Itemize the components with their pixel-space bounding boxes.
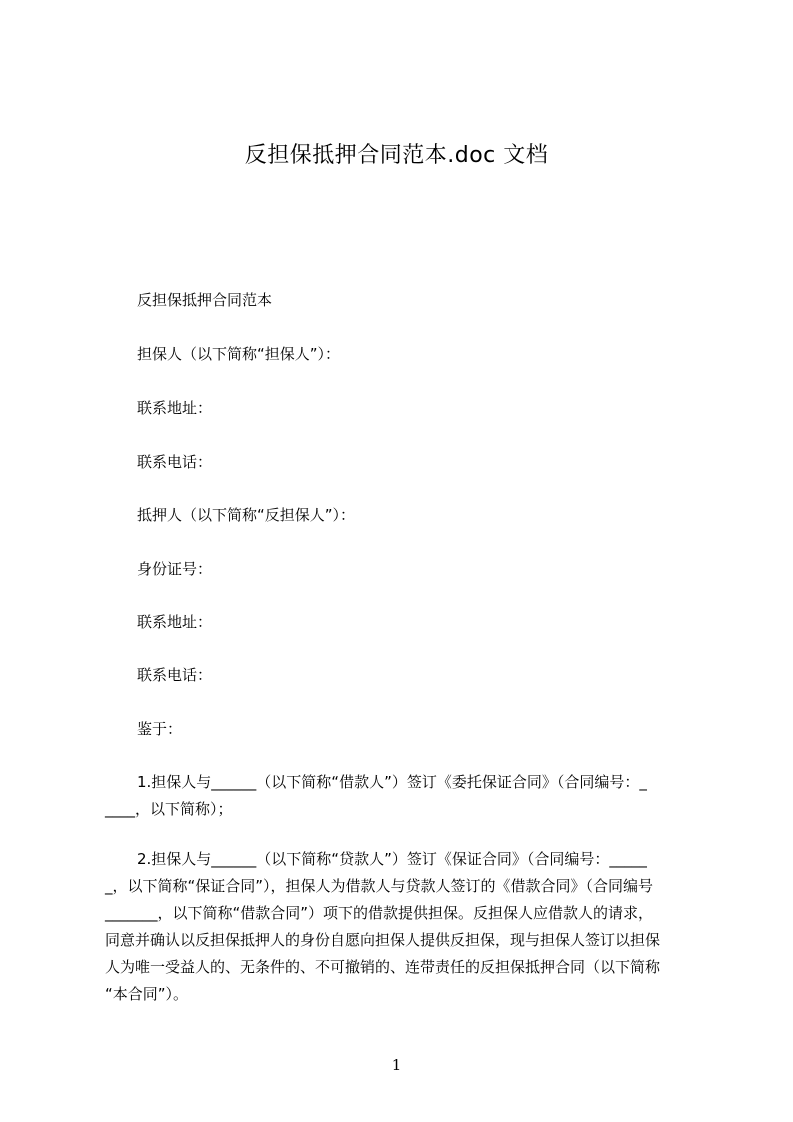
clause-2-line: 同意并确认以反担保抵押人的身份自愿向担保人提供反担保，现与担保人签订以担保	[105, 931, 661, 949]
guarantor-line: 担保人（以下简称“担保人”）：	[137, 345, 341, 363]
guarantor-address-line: 联系地址：	[137, 399, 213, 417]
mortgagor-line: 抵押人（以下简称“反担保人”）：	[137, 506, 356, 524]
clause-1-line: 1.担保人与______（以下简称“借款人”）签订《委托保证合同》（合同编号：_	[137, 773, 647, 791]
clause-2-line: _______，以下简称“借款合同”）项下的借款提供担保。反担保人应借款人的请求，	[105, 904, 654, 922]
mortgagor-phone-line: 联系电话：	[137, 666, 213, 684]
clause-2-line: _，以下简称“保证合同”），担保人为借款人与贷款人签订的《借款合同》（合同编号	[105, 877, 654, 895]
mortgagor-address-line: 联系地址：	[137, 613, 213, 631]
clause-1-line: ____，以下简称）；	[105, 800, 233, 818]
guarantor-phone-line: 联系电话：	[137, 453, 213, 471]
clause-1-paragraph	[105, 769, 695, 823]
id-number-line: 身份证号：	[137, 560, 213, 578]
clause-2-line: “本合同”）。	[105, 985, 189, 1003]
whereas-line: 鉴于：	[137, 720, 183, 738]
clause-2-line: 人为唯一受益人的、无条件的、不可撤销的、连带责任的反担保抵押合同（以下简称	[105, 958, 661, 976]
clause-2-line: 2.担保人与______（以下简称“贷款人”）签订《保证合同》（合同编号：_____	[137, 850, 647, 868]
clause-2-paragraph	[105, 846, 695, 1008]
contract-heading: 反担保抵押合同范本	[137, 291, 273, 309]
page-number: 1	[391, 1056, 402, 1074]
document-title: 反担保抵押合同范本.doc 文档	[244, 143, 549, 168]
